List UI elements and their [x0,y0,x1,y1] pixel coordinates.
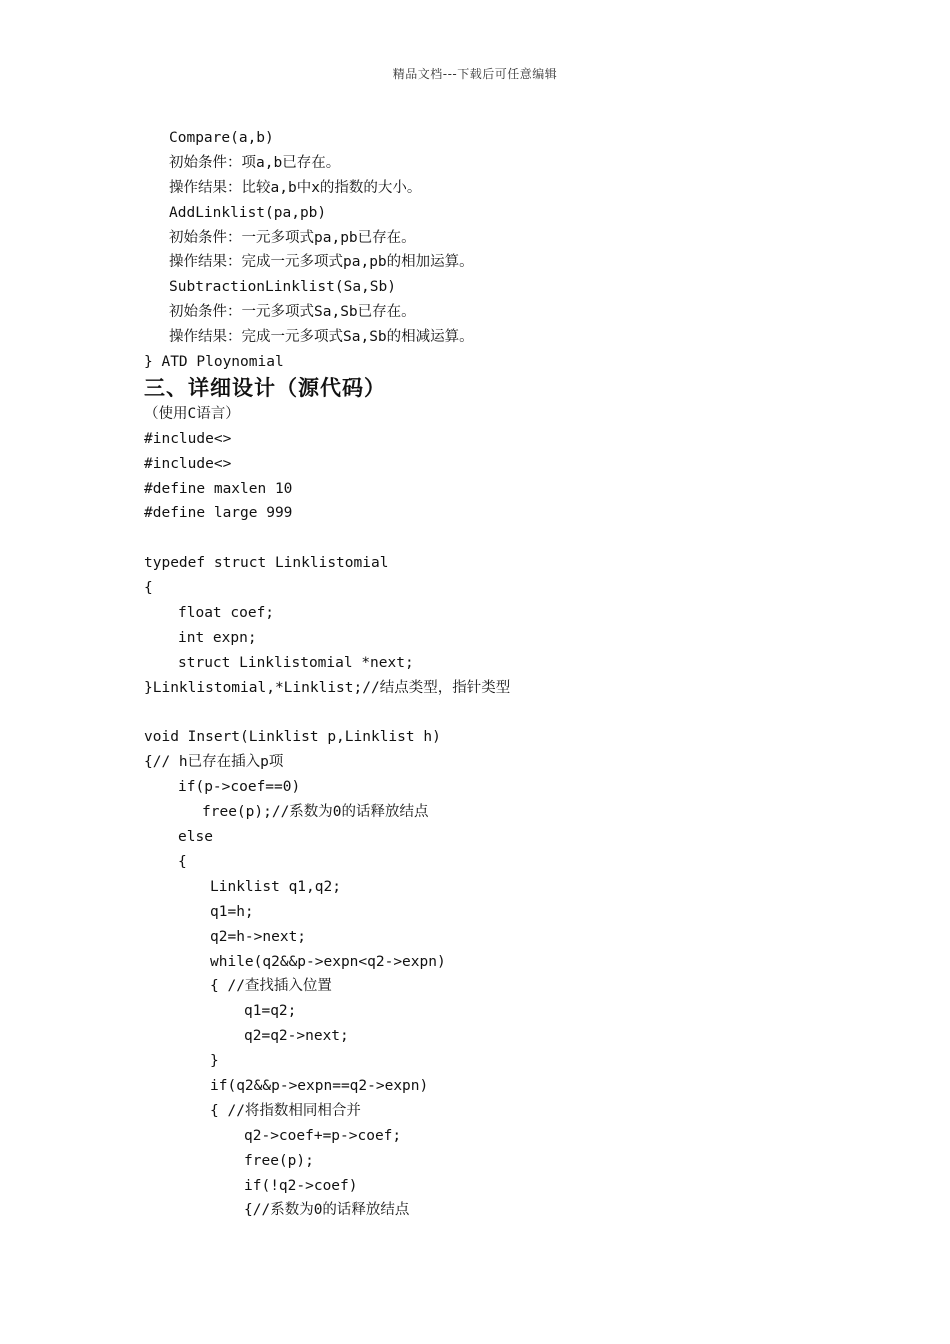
blank-line [144,526,904,551]
code-line: free(p);//系数为0的话释放结点 [202,804,429,821]
blank-line [144,701,904,726]
code-line: #define large 999 [144,505,293,522]
adt-precondition: 初始条件：一元多项式pa,pb已存在。 [169,229,416,246]
adt-operation-add: AddLinklist(pa,pb) [169,204,327,221]
adt-operation-compare: Compare(a,b) [169,130,274,146]
code-line: int expn; [178,629,257,646]
code-line: { [178,853,187,870]
code-line: if(!q2->coef) [244,1177,358,1194]
code-line: while(q2&&p->expn<q2->expn) [210,953,446,970]
code-line: Linklist q1,q2; [210,878,341,895]
adt-result: 操作结果：完成一元多项式pa,pb的相加运算。 [169,254,474,271]
code-line: if(p->coef==0) [178,779,301,796]
adt-operation-subtract: SubtractionLinklist(Sa,Sb) [169,279,396,296]
code-line: }Linklistomial,*Linklist;//结点类型，指针类型 [144,679,511,696]
code-line: struct Linklistomial *next; [178,654,414,671]
code-line: { //将指数相同相合并 [210,1102,361,1119]
code-line: q2=q2->next; [244,1028,349,1045]
code-line: {//系数为0的话释放结点 [244,1202,410,1219]
page-header: 精品文档---下载后可任意编辑 [392,67,558,81]
code-line: if(q2&&p->expn==q2->expn) [210,1077,429,1094]
code-line: float coef; [178,605,275,622]
adt-precondition: 初始条件：一元多项式Sa,Sb已存在。 [169,304,416,321]
adt-result: 操作结果：完成一元多项式Sa,Sb的相减运算。 [169,329,474,346]
code-line: else [178,829,213,846]
section-heading: 三、详细设计（源代码） [144,375,386,400]
adt-end: } ATD Ploynomial [144,354,284,371]
code-line: { [144,580,153,597]
document-body [144,126,904,1223]
code-line: typedef struct Linklistomial [144,555,389,572]
code-line: } [210,1053,219,1070]
code-line: q1=q2; [244,1003,297,1020]
section-note: （使用C语言） [144,405,240,422]
code-line: #include<> [144,455,232,472]
code-line: #include<> [144,430,232,447]
code-line: #define maxlen 10 [144,480,293,497]
code-line: q1=h; [210,903,254,920]
code-line: void Insert(Linklist p,Linklist h) [144,729,441,746]
code-line: free(p); [244,1152,314,1169]
code-line: q2->coef+=p->coef; [244,1127,402,1144]
code-line: {// h已存在插入p项 [144,754,284,771]
code-line: { //查找插入位置 [210,978,332,995]
code-line: q2=h->next; [210,928,307,945]
adt-precondition: 初始条件：项a,b已存在。 [169,154,341,171]
adt-result: 操作结果：比较a,b中x的指数的大小。 [169,179,422,196]
